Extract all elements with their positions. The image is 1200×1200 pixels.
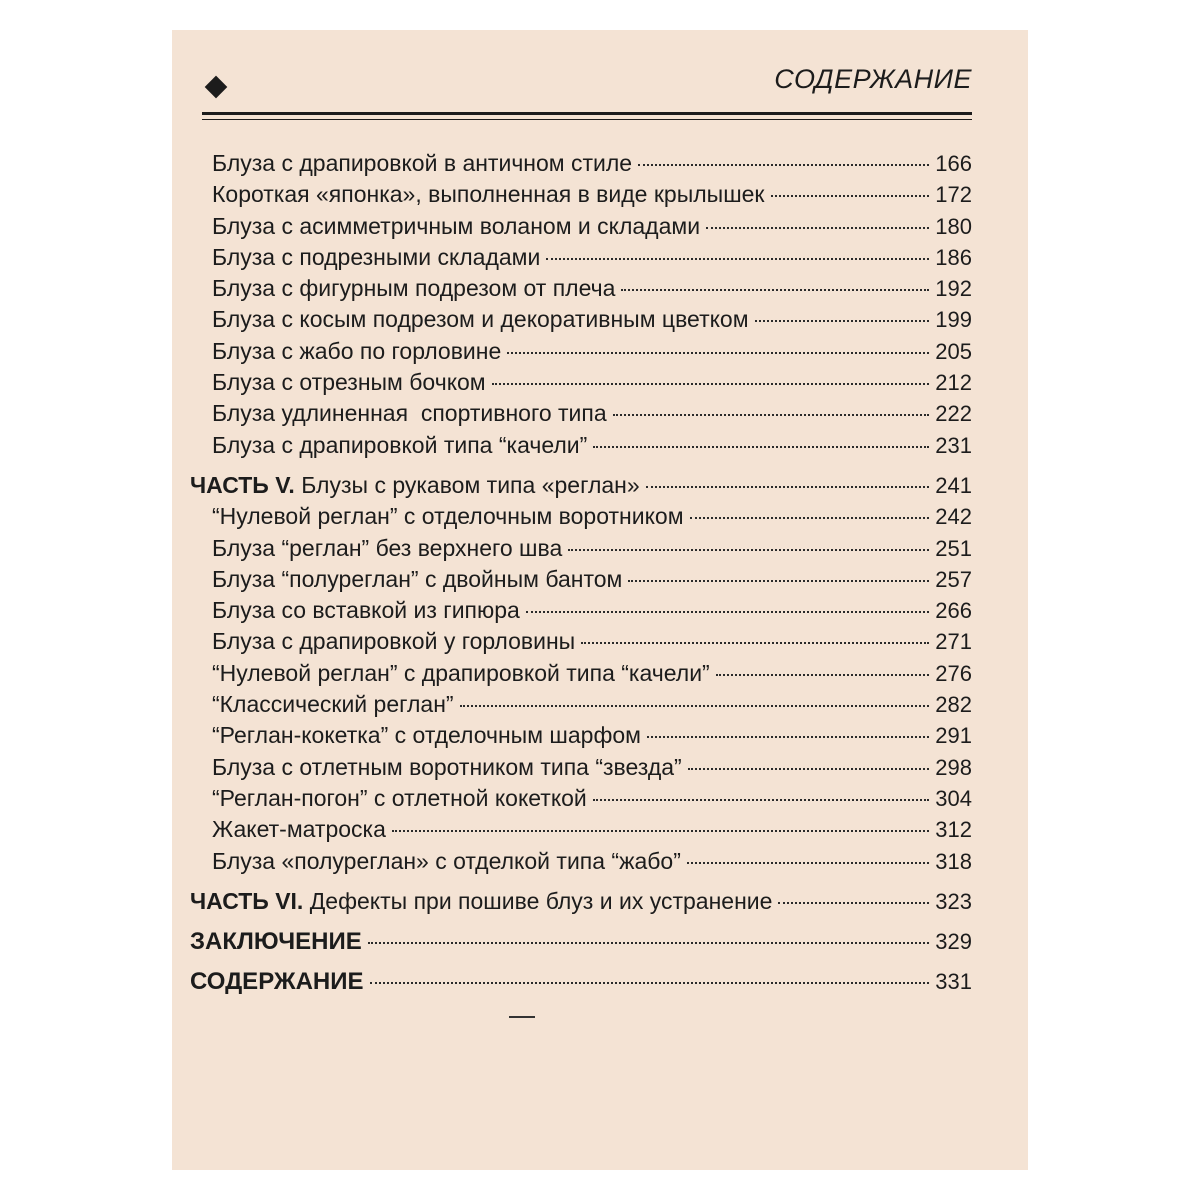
dot-leader: [593, 799, 929, 801]
toc-part-label: ЧАСТЬ V.: [190, 471, 295, 498]
dot-leader: [688, 768, 930, 770]
toc-entry-title: Блуза удлиненная спортивного типа: [212, 400, 607, 427]
dot-leader: [613, 414, 930, 416]
toc-entry-page: 251: [935, 535, 972, 561]
toc-entry-title: Блуза со вставкой из гипюра: [212, 597, 520, 624]
toc-entry-page: 276: [935, 660, 972, 686]
toc-entry: [190, 846, 972, 877]
toc-entry: [190, 336, 972, 367]
toc-entry: [190, 501, 972, 532]
toc-entry-page: 318: [935, 848, 972, 874]
toc-part-name: Блузы с рукавом типа «реглан»: [301, 471, 640, 498]
toc-entry: [190, 211, 972, 242]
dot-leader: [370, 982, 930, 984]
toc-entry-page: 180: [935, 213, 972, 239]
toc-entry-page: 231: [935, 432, 972, 458]
toc-entry-title: “Реглан-кокетка” с отделочным шарфом: [212, 722, 641, 749]
toc-entry: [190, 242, 972, 273]
toc-entry-page: 212: [935, 370, 972, 396]
dot-leader: [492, 383, 930, 385]
toc-entry-page: 266: [935, 598, 972, 624]
dot-leader: [526, 611, 929, 613]
toc-entry-title: Блуза с драпировкой у горловины: [212, 628, 576, 655]
toc-entry-title: Блуза “реглан” без верхнего шва: [212, 534, 563, 561]
toc-section-heading: [190, 966, 972, 997]
toc-entry-title: Блуза с косым подрезом и декоративным цветком: [212, 306, 749, 333]
toc-entry-page: 172: [935, 182, 972, 208]
toc-entry-page: 329: [935, 929, 972, 955]
toc-entry: [190, 564, 972, 595]
toc-entry: [190, 783, 972, 814]
toc-entry-page: 186: [935, 244, 972, 270]
end-dash-ornament: [509, 1016, 535, 1018]
table-of-contents: [190, 148, 972, 998]
dot-leader: [706, 227, 929, 229]
dot-leader: [392, 830, 929, 832]
toc-section-title: СОДЕРЖАНИЕ: [190, 968, 364, 996]
toc-entry-page: 291: [935, 723, 972, 749]
toc-entry: [190, 148, 972, 179]
dot-leader: [546, 258, 929, 260]
dot-leader: [778, 902, 929, 904]
toc-entry: [190, 595, 972, 626]
toc-entry: [190, 430, 972, 461]
toc-entry-page: 323: [935, 888, 972, 914]
toc-entry-title: Блуза с отрезным бочком: [212, 369, 486, 396]
toc-entry: [190, 658, 972, 689]
toc-entry-title: “Нулевой реглан” с драпировкой типа “качели”: [212, 659, 710, 686]
toc-entry-page: 222: [935, 401, 972, 427]
toc-part-heading: [190, 886, 972, 917]
toc-section-heading: [190, 926, 972, 957]
toc-entry: [190, 179, 972, 210]
toc-entry-page: 271: [935, 629, 972, 655]
toc-entry-title: “Реглан-погон” с отлетной кокеткой: [212, 784, 587, 811]
toc-entry-page: 205: [935, 338, 972, 364]
dot-leader: [593, 446, 929, 448]
toc-entry: [190, 398, 972, 429]
toc-part-name: Дефекты при пошиве блуз и их устранение: [309, 887, 773, 914]
dot-leader: [507, 352, 929, 354]
toc-entry: [190, 720, 972, 751]
toc-entry-title: Короткая «японка», выполненная в виде крылышек: [212, 181, 765, 208]
toc-entry-page: 282: [935, 692, 972, 718]
dot-leader: [628, 580, 929, 582]
toc-entry: [190, 533, 972, 564]
header-rule-thick: [202, 112, 972, 115]
toc-part-label: ЧАСТЬ VI.: [190, 887, 304, 914]
book-page: [172, 30, 1028, 1170]
diamond-ornament-icon: [205, 76, 228, 99]
toc-part-heading: [190, 470, 972, 501]
dot-leader: [687, 862, 929, 864]
page-header: [172, 30, 1028, 130]
toc-entry-title: Блуза с драпировкой типа “качели”: [212, 431, 588, 458]
toc-entry-title: Блуза с жабо по горловине: [212, 337, 502, 364]
toc-entry-title: Блуза с фигурным подрезом от плеча: [212, 275, 616, 302]
toc-entry-page: 166: [935, 151, 972, 176]
dot-leader: [368, 942, 930, 944]
toc-entry-page: 241: [935, 472, 972, 498]
toc-section-title: ЗАКЛЮЧЕНИЕ: [190, 928, 362, 956]
toc-entry-page: 242: [935, 504, 972, 530]
dot-leader: [646, 486, 930, 488]
toc-entry-title: “Нулевой реглан” с отделочным воротником: [212, 503, 684, 530]
toc-entry: [190, 304, 972, 335]
toc-entry: [190, 626, 972, 657]
dot-leader: [621, 289, 929, 291]
toc-entry-title: Блуза «полуреглан» с отделкой типа “жабо”: [212, 847, 681, 874]
dot-leader: [647, 736, 929, 738]
toc-entry-page: 298: [935, 754, 972, 780]
toc-entry-page: 257: [935, 566, 972, 592]
toc-entry: [190, 814, 972, 845]
dot-leader: [771, 195, 930, 197]
toc-entry-page: 192: [935, 276, 972, 302]
toc-entry: [190, 367, 972, 398]
toc-entry: [190, 689, 972, 720]
dot-leader: [755, 320, 930, 322]
toc-part-title: [190, 470, 640, 501]
header-rule-thin: [202, 119, 972, 120]
toc-entry-page: 331: [935, 969, 972, 995]
toc-entry: [190, 752, 972, 783]
toc-entry-title: Жакет-матроска: [212, 816, 386, 843]
dot-leader: [690, 517, 930, 519]
running-title: СОДЕРЖАНИЕ: [774, 64, 972, 94]
dot-leader: [638, 164, 929, 166]
toc-entry-page: 304: [935, 785, 972, 811]
dot-leader: [581, 642, 929, 644]
toc-entry-page: 199: [935, 307, 972, 333]
toc-entry-title: Блуза с отлетным воротником типа “звезда”: [212, 753, 682, 780]
dot-leader: [460, 705, 930, 707]
toc-entry-title: Блуза с драпировкой в античном стиле: [212, 150, 633, 176]
toc-part-title: [190, 886, 772, 917]
toc-entry-title: “Классический реглан”: [212, 691, 454, 718]
dot-leader: [716, 674, 930, 676]
dot-leader: [568, 549, 929, 551]
toc-entry-title: Блуза с асимметричным воланом и складами: [212, 212, 701, 239]
toc-entry-page: 312: [935, 817, 972, 843]
toc-entry-title: Блуза “полуреглан” с двойным бантом: [212, 565, 623, 592]
toc-entry: [190, 273, 972, 304]
toc-entry-title: Блуза с подрезными складами: [212, 243, 541, 270]
